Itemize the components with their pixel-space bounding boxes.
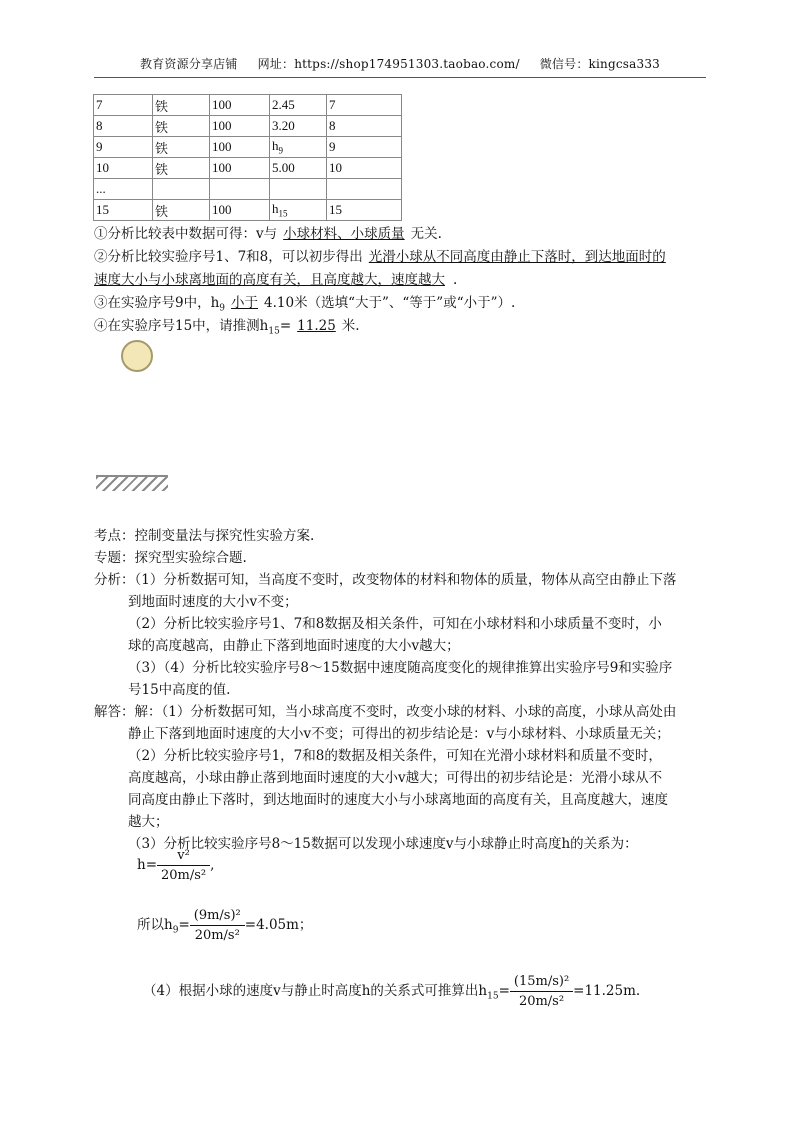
fenxi-2b: 球的高度越高，由静止下落到地面时速度的大小v越大； — [128, 638, 460, 654]
table-cell: 100 — [210, 137, 270, 158]
table-cell: 铁 — [153, 95, 210, 116]
table-cell: 铁 — [153, 137, 210, 158]
fenxi-3b: 号15中高度的值. — [128, 682, 231, 698]
table-cell — [210, 179, 270, 200]
page-header — [94, 55, 706, 78]
f1-fraction — [157, 848, 210, 883]
table-cell: 5.00 — [270, 158, 327, 179]
table-cell: $h_9$ — [270, 137, 327, 158]
table-cell: 2.45 — [270, 95, 327, 116]
ground-hatch — [96, 475, 168, 491]
f3-fraction — [510, 974, 573, 1009]
q4-answer: 11.25 — [297, 318, 336, 334]
f1-post: , — [210, 857, 215, 873]
table-cell: 3.20 — [270, 116, 327, 137]
question-4 — [94, 314, 360, 337]
q4-eq: = — [279, 318, 292, 334]
question-2 — [94, 245, 672, 265]
question-3 — [94, 291, 515, 314]
q4-text: ④在实验序号15中，请推测h — [94, 318, 269, 334]
f1-den: 20m/s² — [161, 868, 207, 883]
table-cell — [270, 179, 327, 200]
formula-h9 — [137, 908, 312, 943]
fenxi-1a: （1）分析数据可知，当高度不变时，改变物体的材料和物体的质量，物体从高空由静止下落 — [134, 572, 677, 588]
jieda-3: （3）分析比较实验序号8～15数据可以发现小球速度v与小球静止时高度h的关系为： — [128, 836, 638, 852]
jieda-2a: （2）分析比较实验序号1，7和8的数据及相关条件，可知在光滑小球材料和质量不变时， — [128, 748, 662, 764]
q1-answer: 小球材料、小球质量 — [283, 226, 405, 242]
formula-h — [137, 848, 214, 883]
table-cell: 100 — [210, 158, 270, 179]
j4-sub: 15 — [487, 991, 499, 1002]
jieda-line — [94, 700, 676, 720]
table-cell: 15 — [94, 200, 153, 221]
formula-h15 — [143, 974, 640, 1009]
fenxi-2a: （2）分析比较实验序号1、7和8数据及相关条件，可知在小球材料和小球质量不变时，小 — [128, 616, 662, 632]
q3-tail: 4.10米（选填“大于”、“等于”或“小于”）. — [264, 295, 516, 311]
table-cell: 铁 — [153, 200, 210, 221]
table-row — [94, 116, 402, 137]
jieda-2c: 同高度由静止下落时，到达地面时的速度大小与小球离地面的高度有关，且高度越大，速度 — [128, 792, 668, 808]
jieda-label: 解答： — [94, 704, 135, 720]
q2-answer-line2: 速度大小与小球离地面的高度有关，且高度越大，速度越大 — [94, 272, 445, 288]
kaodian-label: 考点： — [94, 528, 135, 544]
f2-num: (9m/s)² — [190, 908, 245, 926]
table-cell: 9 — [94, 137, 153, 158]
question-2-cont — [94, 268, 457, 288]
table-row — [94, 137, 402, 158]
fenxi-1b: 到地面时速度的大小v不变； — [128, 594, 298, 610]
f2-lhs: 所以h — [137, 917, 173, 933]
zhuanti-line — [94, 546, 247, 566]
fenxi-line — [94, 568, 676, 588]
q1-tail: 无关. — [410, 226, 442, 242]
f2-sub: 9 — [172, 925, 179, 936]
shop-url[interactable]: 网址：https://shop174951303.taobao.com/ — [257, 57, 520, 71]
q3-answer: 小于 — [231, 295, 259, 311]
table-cell: 铁 — [153, 158, 210, 179]
fenxi-label: 分析： — [94, 572, 135, 588]
q4-tail: 米. — [341, 318, 360, 334]
kaodian-line — [94, 524, 314, 544]
j4-eq: = — [498, 983, 510, 999]
q1-text: ①分析比较表中数据可得：v与 — [94, 226, 278, 242]
q4-sub: 15 — [268, 326, 280, 337]
jieda-2b: 高度越高，小球由静止落到地面时速度的大小v越大；可得出的初步结论是：光滑小球从不 — [128, 770, 663, 786]
table-cell: 铁 — [153, 116, 210, 137]
table-cell: 10 — [94, 158, 153, 179]
ball-illustration — [121, 340, 153, 372]
table-cell: 10 — [327, 158, 402, 179]
table-cell: 7 — [327, 95, 402, 116]
table-cell: $h_{15}$ — [270, 200, 327, 221]
f1-num: v² — [157, 848, 210, 866]
f3-num: (15m/s)² — [510, 974, 573, 992]
f1-lhs: h= — [137, 857, 158, 873]
jieda-2d: 越大； — [128, 814, 169, 830]
zhuanti-label: 专题： — [94, 550, 135, 566]
jieda-1a: 解：（1）分析数据可知，当小球高度不变时，改变小球的材料、小球的高度，小球从高处由 — [134, 704, 677, 720]
table-row — [94, 200, 402, 221]
zhuanti-text: 探究型实验综合题. — [134, 550, 247, 566]
q3-sub: 9 — [219, 303, 226, 314]
q2-answer-line1: 光滑小球从不同高度由静止下落时，到达地面时的 — [368, 249, 666, 265]
table-cell: 8 — [327, 116, 402, 137]
q2-text: ②分析比较实验序号1、7和8，可以初步得出 — [94, 249, 363, 265]
table-row — [94, 158, 402, 179]
f2-post: =4.05m； — [244, 917, 313, 933]
table-cell: 8 — [94, 116, 153, 137]
table-cell: 9 — [327, 137, 402, 158]
table-cell: 100 — [210, 95, 270, 116]
table-cell: 15 — [327, 200, 402, 221]
shop-name: 教育资源分享店铺 — [139, 57, 238, 71]
experiment-table — [93, 94, 402, 221]
table-cell: ... — [94, 179, 153, 200]
table-row — [94, 179, 402, 200]
j4-text: （4）根据小球的速度v与静止时高度h的关系式可推算出h — [143, 983, 488, 999]
table-cell — [153, 179, 210, 200]
table-cell: 100 — [210, 116, 270, 137]
fenxi-3a: （3）（4）分析比较实验序号8～15数据中速度随高度变化的规律推算出实验序号9和实验序 — [128, 660, 673, 676]
f2-eq: = — [178, 917, 190, 933]
kaodian-text: 控制变量法与探究性实验方案. — [134, 528, 315, 544]
table-cell — [327, 179, 402, 200]
table-cell: 100 — [210, 200, 270, 221]
table-cell: 7 — [94, 95, 153, 116]
f2-fraction — [190, 908, 245, 943]
table-row — [94, 95, 402, 116]
wechat-id: 微信号：kingcsa333 — [539, 57, 660, 71]
f3-den: 20m/s² — [518, 994, 565, 1009]
question-1 — [94, 222, 442, 242]
f3-post: =11.25m. — [573, 983, 641, 999]
q3-text: ③在实验序号9中，h — [94, 295, 220, 311]
q2-tail: . — [453, 272, 458, 288]
jieda-1b: 静止下落到地面时速度的大小v不变；可得出的初步结论是：v与小球材料、小球质量无关； — [128, 726, 670, 742]
f2-den: 20m/s² — [194, 928, 240, 943]
